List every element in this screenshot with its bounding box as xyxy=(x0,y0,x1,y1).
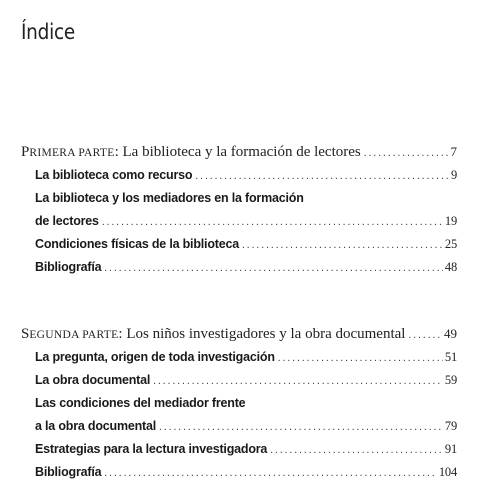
toc-entry[interactable] xyxy=(35,233,457,255)
page-number: 91 xyxy=(444,442,457,456)
dot-leader xyxy=(152,371,443,393)
part-2-label: SEGUNDA PARTE: Los niños investigadores y la obra documental xyxy=(21,326,406,342)
toc-entry[interactable] xyxy=(35,256,457,278)
entry-label: Bibliografía xyxy=(35,260,102,274)
toc-entry[interactable] xyxy=(35,415,457,437)
toc-entry[interactable] xyxy=(35,461,457,483)
dot-leader xyxy=(194,166,449,188)
toc-entry[interactable] xyxy=(35,210,457,232)
page-number: 51 xyxy=(444,350,457,364)
dot-leader xyxy=(101,212,443,234)
dot-leader xyxy=(277,348,443,370)
toc-entry-line1[interactable] xyxy=(35,187,457,209)
entry-label: La biblioteca como recurso xyxy=(35,168,193,182)
page-number: 79 xyxy=(444,419,457,433)
page-title: Índice xyxy=(21,20,75,44)
toc-entry-line1[interactable] xyxy=(35,392,457,414)
entry-label: La biblioteca y los mediadores en la formación xyxy=(35,191,304,205)
entry-label: La pregunta, origen de toda investigación xyxy=(35,350,275,364)
dot-leader xyxy=(158,417,443,439)
dot-leader xyxy=(103,463,436,485)
toc-entry[interactable] xyxy=(35,346,457,368)
page-number: 25 xyxy=(444,237,457,251)
dot-leader xyxy=(363,143,449,165)
entry-label: La obra documental xyxy=(35,373,151,387)
entry-label: Condiciones físicas de la biblioteca xyxy=(35,237,239,251)
page-number: 48 xyxy=(444,260,457,274)
entry-label: Estrategias para la lectura investigadora xyxy=(35,442,268,456)
page-number: 19 xyxy=(444,214,457,228)
page-number: 59 xyxy=(444,373,457,387)
dot-leader xyxy=(407,325,442,347)
dot-leader xyxy=(241,235,443,257)
entry-label: Bibliografía xyxy=(35,465,102,479)
entry-label-continued: de lectores xyxy=(35,214,99,228)
page-number: 9 xyxy=(450,168,457,182)
entry-label-continued: a la obra documental xyxy=(35,419,157,433)
page-number: 104 xyxy=(438,465,457,479)
toc-part-2[interactable] xyxy=(21,323,457,345)
page-number: 49 xyxy=(444,326,457,341)
dot-leader xyxy=(269,440,443,462)
toc-part-1[interactable] xyxy=(21,141,457,163)
part-1-label: PRIMERA PARTE: La biblioteca y la formación de lectores xyxy=(21,144,361,160)
toc-entry[interactable] xyxy=(35,369,457,391)
entry-label: Las condiciones del mediador frente xyxy=(35,396,246,410)
dot-leader xyxy=(103,258,443,280)
toc-entry[interactable] xyxy=(35,164,457,186)
toc-entry[interactable] xyxy=(35,438,457,460)
page-number: 7 xyxy=(450,144,457,159)
